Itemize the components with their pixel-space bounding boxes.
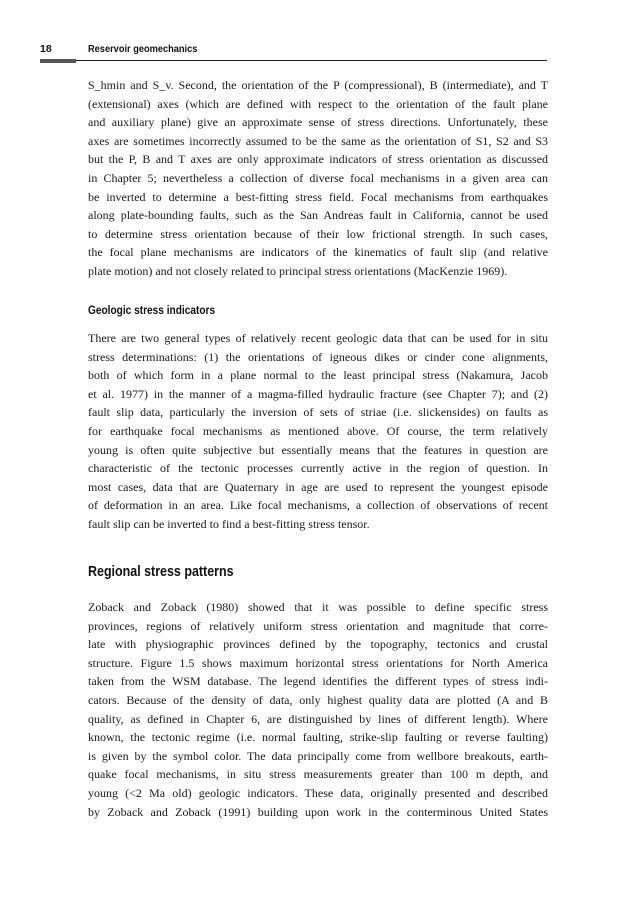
header-rule: [40, 60, 547, 61]
text-line: stress determinations: (1) the orientations of igneous dikes or cinder cone alignments,: [88, 349, 548, 364]
text-line: most cases, data that are Quaternary in age are used to represent the youngest episode: [88, 479, 548, 494]
text-line: (extensional) axes (which are defined with respect to the orientation of the fault plane: [88, 96, 548, 111]
text-line: along plate-bounding faults, such as the San Andreas fault in California, cannot be used: [88, 208, 548, 223]
text-line: by Zoback and Zoback (1991) building upon work in the conterminous United States: [88, 804, 548, 819]
text-line: fault slip can be inverted to find a best-fitting stress tensor.: [88, 516, 370, 531]
text-line: young is often quite subjective but essentially means that the features in question are: [88, 442, 548, 457]
text-line: known, the tectonic regime (i.e. normal faulting, strike-slip faulting or reverse faulting): [88, 730, 548, 745]
text-line: to determine stress orientation because of their low frictional strength. In such cases,: [88, 226, 548, 241]
text-line: fault slip data, particularly the inversion of sets of striae (i.e. slickensides) on faults as: [88, 405, 548, 420]
text-line: cators. Because of the density of data, only highest quality data are plotted (A and B: [88, 692, 548, 707]
paragraph-geologic-indicators: [88, 329, 548, 534]
text-line: There are two general types of relatively recent geologic data that can be used for in situ: [88, 331, 548, 345]
text-line: late with physiographic provinces defined by the topography, tectonics and crustal: [88, 637, 548, 652]
text-line: taken from the WSM database. The legend identifies the different types of stress indi-: [88, 674, 548, 689]
text-line: Zoback and Zoback (1980) showed that it was possible to define specific stress: [88, 600, 548, 614]
text-line: and auxiliary plane) give an approximate sense of stress directions. Unfortunately, these: [88, 115, 548, 130]
running-head: Reservoir geomechanics: [88, 43, 198, 55]
text-line: young (<2 Ma old) geologic indicators. These data, originally presented and described: [88, 785, 548, 800]
text-line: but the P, B and T axes are only approximate indicators of stress orientation as discussed: [88, 152, 548, 167]
text-line: is given by the symbol color. The data principally come from wellbore breakouts, earth-: [88, 748, 548, 763]
text-line: provinces, regions of relatively uniform stress orientation and magnitude that corre-: [88, 618, 548, 633]
section-heading-regional: Regional stress patterns: [88, 564, 234, 580]
page-number: 18: [40, 43, 52, 55]
section-heading-geologic: Geologic stress indicators: [88, 305, 216, 317]
paragraph-regional-patterns: [88, 598, 548, 821]
text-line: S_hmin and S_v. Second, the orientation of the P (compressional), B (intermediate), and T: [88, 78, 548, 92]
text-line: plate motion) and not closely related to principal stress orientations (MacKenzie 1969).: [88, 263, 508, 278]
text-line: of deformation in an area. Like focal mechanisms, a collection of observations of recent: [88, 498, 548, 513]
header-rule-accent: [40, 59, 76, 63]
text-line: quake focal mechanisms, in situ stress measurements greater than 100 m depth, and: [88, 767, 548, 782]
paragraph-focal-mechanisms: [88, 76, 548, 281]
text-line: the focal plane mechanisms are indicators of the kinematics of fault slip (and relative: [88, 245, 548, 260]
text-line: for earthquake focal mechanisms as mentioned above. Of course, the term relatively: [88, 423, 548, 438]
text-line: both of which form in a plane normal to the least principal stress (Nakamura, Jacob: [88, 368, 548, 383]
text-line: in Chapter 5; nevertheless a collection of diverse focal mechanisms in a given area can: [88, 170, 548, 185]
text-line: et al. 1977) in the manner of a magma-filled hydraulic fracture (see Chapter 7); and (2): [88, 386, 548, 401]
text-line: characteristic of the tectonic processes currently active in the region of question. In: [88, 461, 548, 476]
text-line: be inverted to determine a best-fitting stress field. Focal mechanisms from earthquakes: [88, 189, 548, 204]
text-line: quality, as defined in Chapter 6, are distinguished by lines of different length). Where: [88, 711, 548, 726]
text-line: axes are sometimes incorrectly assumed to be the same as the orientation of S1, S2 and S3: [88, 133, 548, 148]
text-line: structure. Figure 1.5 shows maximum horizontal stress orientations for North America: [88, 655, 548, 670]
